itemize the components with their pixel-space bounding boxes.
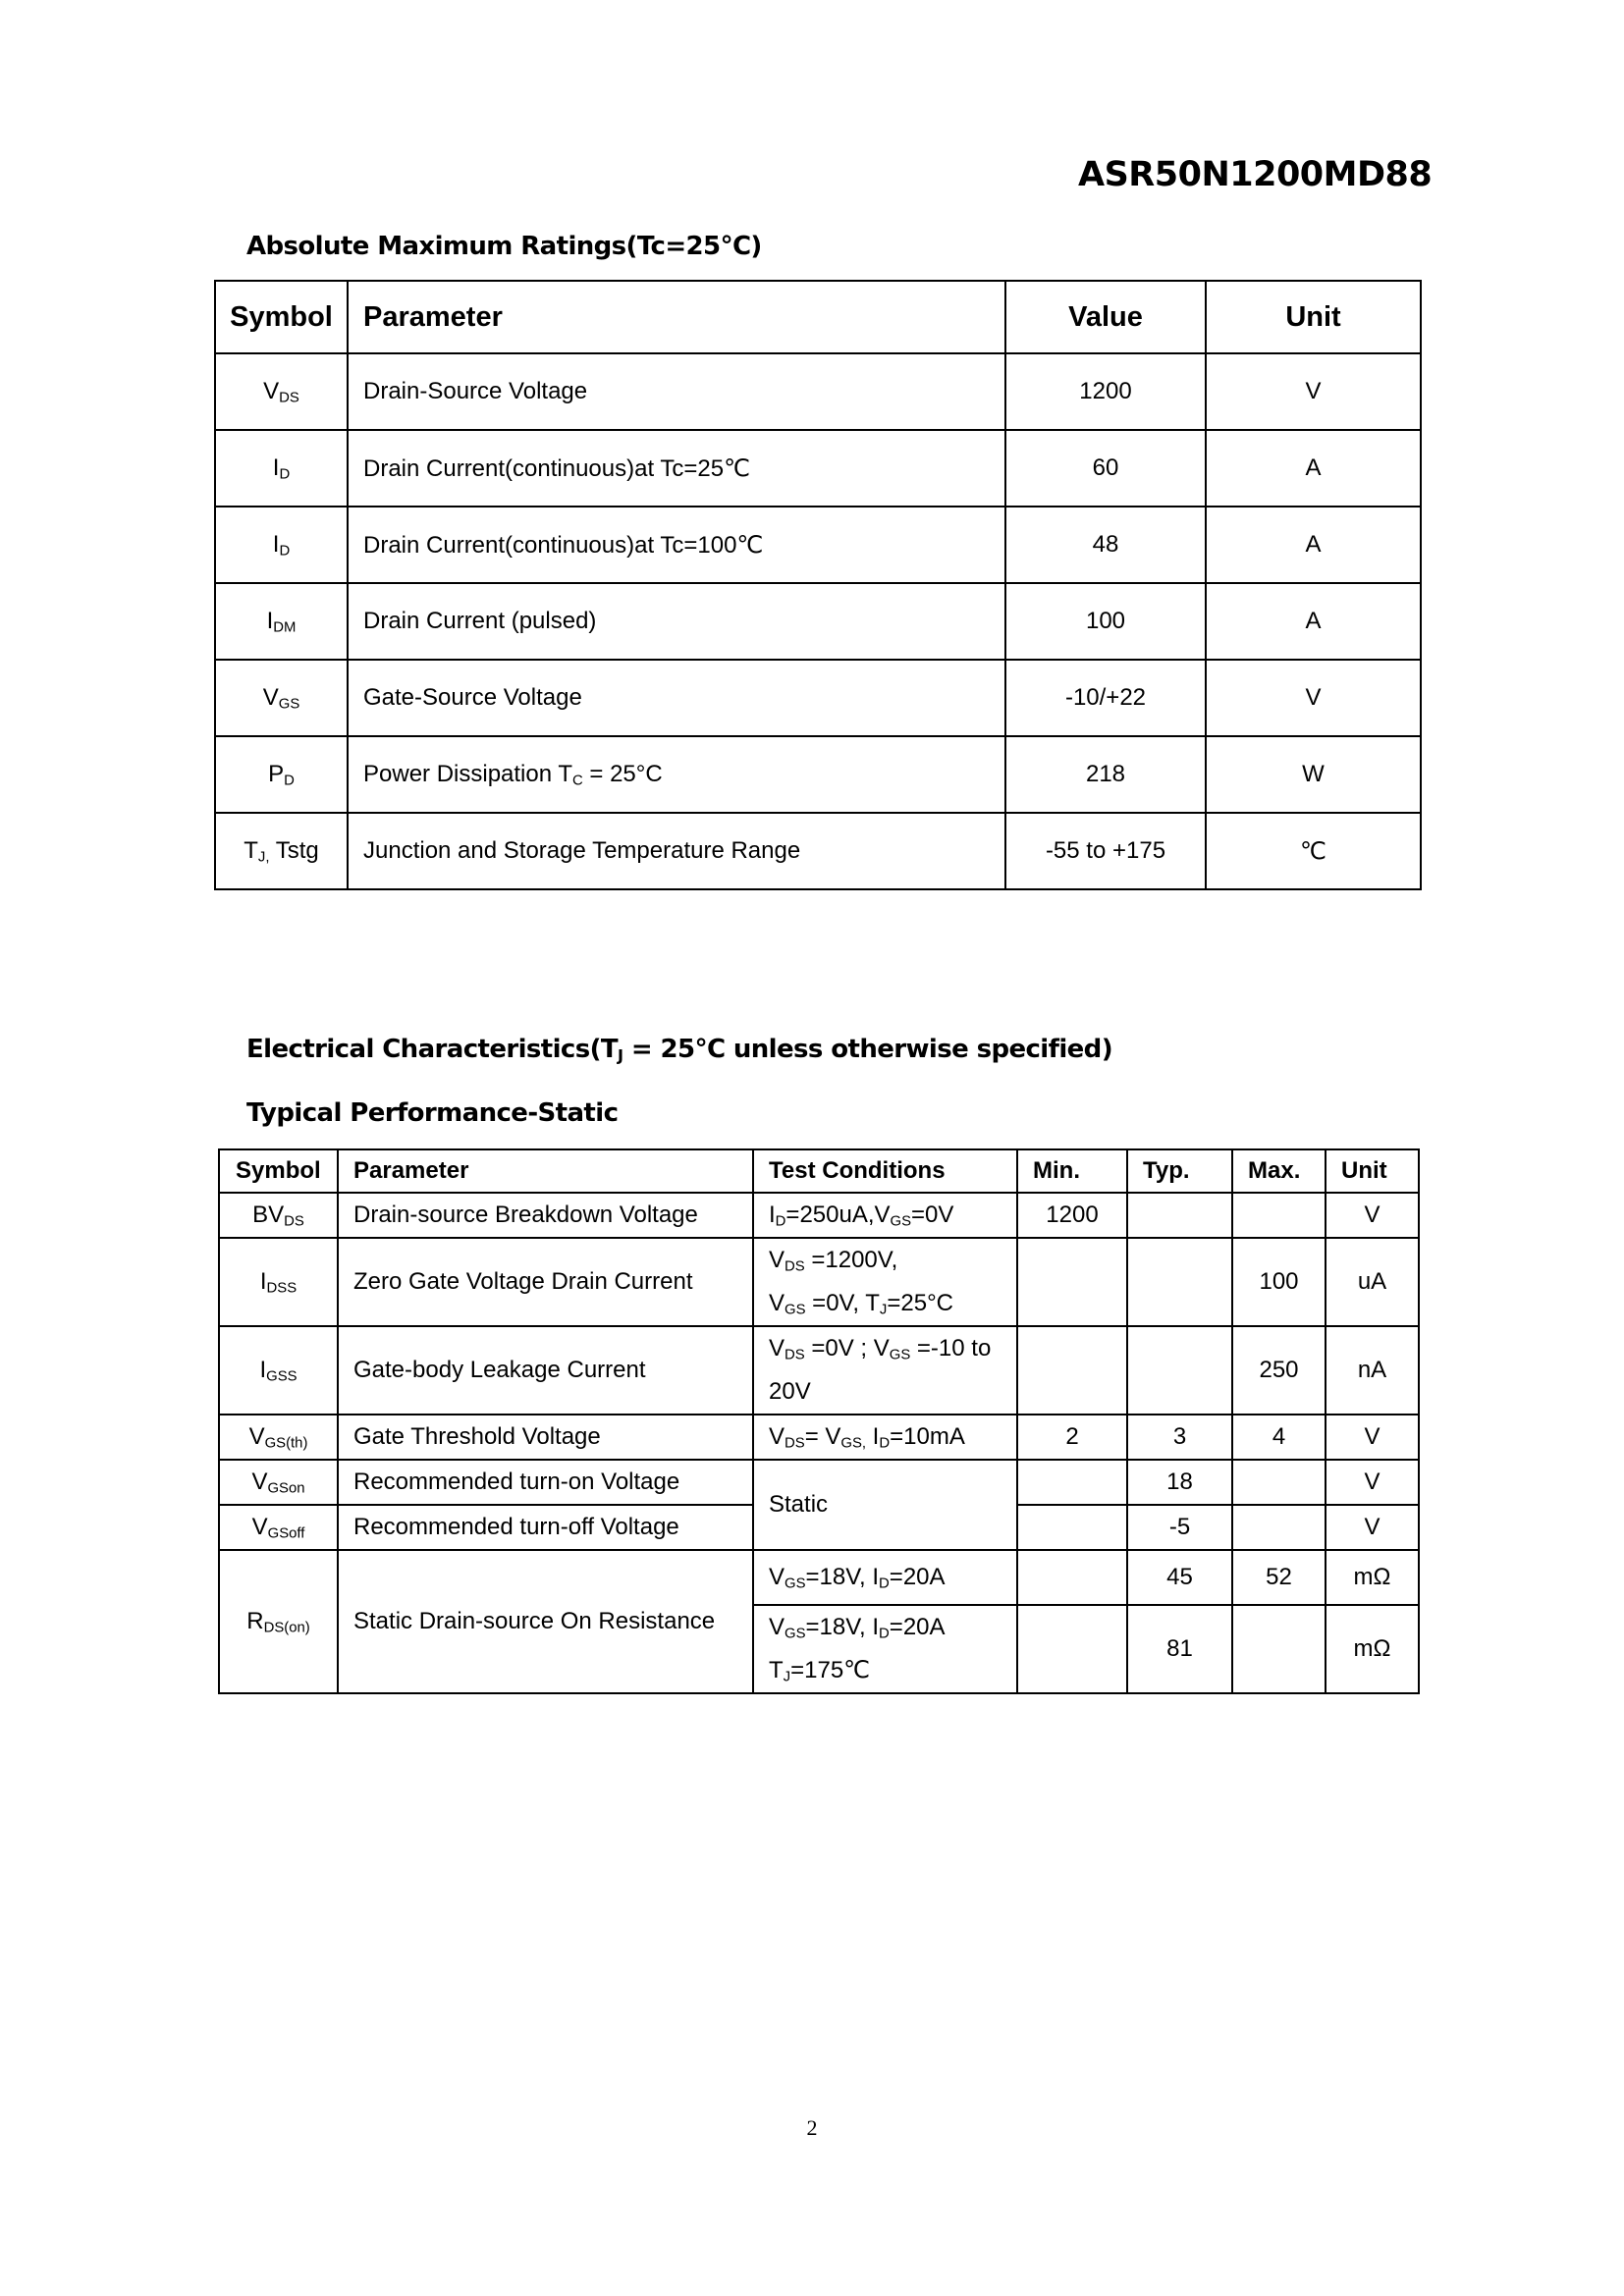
absolute-max-table	[214, 280, 1422, 890]
unit-cell: V	[1326, 1415, 1419, 1460]
max-cell: 52	[1232, 1550, 1326, 1605]
min-cell: 2	[1017, 1415, 1127, 1460]
symbol-subscript: DSS	[266, 1280, 298, 1297]
symbol-main: V	[262, 684, 279, 711]
condition-line	[769, 1649, 1016, 1692]
condition-text: =20A	[889, 1564, 946, 1590]
unit-cell: A	[1206, 583, 1421, 660]
symbol-cell	[215, 430, 348, 507]
condition-subscript: GS,	[840, 1435, 867, 1452]
typ-cell: 45	[1127, 1550, 1232, 1605]
typ-cell	[1127, 1193, 1232, 1238]
min-cell: 1200	[1017, 1193, 1127, 1238]
condition-text: V	[769, 1564, 785, 1590]
symbol-main: V	[251, 1468, 268, 1495]
value-cell: 60	[1005, 430, 1206, 507]
symbol-main: V	[248, 1423, 265, 1450]
max-cell: 4	[1232, 1415, 1326, 1460]
condition-text: =1200V,	[804, 1247, 898, 1273]
symbol-main: I	[272, 454, 280, 481]
condition-text: =0V ; V	[804, 1335, 890, 1362]
table-row	[219, 1238, 1419, 1326]
typ-cell: 3	[1127, 1415, 1232, 1460]
col-symbol-header: Symbol	[219, 1149, 338, 1193]
symbol-main: BV	[252, 1201, 285, 1228]
parameter-cell: Drain-Source Voltage	[348, 353, 1005, 430]
parameter-text: = 25°C	[582, 761, 663, 787]
parameter-cell: Zero Gate Voltage Drain Current	[338, 1238, 753, 1326]
unit-cell: mΩ	[1326, 1550, 1419, 1605]
max-cell	[1232, 1605, 1326, 1693]
condition-text: I	[866, 1423, 880, 1450]
unit-cell: W	[1206, 736, 1421, 813]
symbol-subscript: D	[279, 466, 291, 483]
symbol-subscript: DS(on)	[263, 1620, 310, 1636]
symbol-subscript: D	[284, 773, 295, 789]
unit-cell: uA	[1326, 1238, 1419, 1326]
condition-subscript: J	[783, 1669, 791, 1685]
col-symbol-header: Symbol	[215, 281, 348, 353]
parameter-cell: Static Drain-source On Resistance	[338, 1550, 753, 1693]
col-test-conditions-header: Test Conditions	[753, 1149, 1017, 1193]
typical-performance-title: Typical Performance-Static	[246, 1098, 619, 1128]
condition-text: =250uA,V	[785, 1201, 891, 1228]
condition-text: V	[769, 1290, 785, 1316]
symbol-cell	[219, 1415, 338, 1460]
title-subscript: J	[618, 1045, 623, 1065]
condition-text: =175℃	[790, 1657, 871, 1683]
condition-subscript: J	[879, 1302, 888, 1318]
unit-cell: nA	[1326, 1326, 1419, 1415]
test-conditions-cell	[753, 1550, 1017, 1605]
condition-text: V	[769, 1247, 785, 1273]
test-conditions-cell	[753, 1326, 1017, 1415]
symbol-subscript: DM	[273, 619, 297, 636]
electrical-characteristics-title	[246, 1035, 1112, 1064]
table-header-row	[215, 281, 1421, 353]
parameter-text: Power Dissipation T	[363, 761, 572, 787]
col-min-header: Min.	[1017, 1149, 1127, 1193]
table-row	[215, 430, 1421, 507]
typ-cell: 18	[1127, 1460, 1232, 1505]
parameter-cell: Recommended turn-on Voltage	[338, 1460, 753, 1505]
parameter-cell: Gate-Source Voltage	[348, 660, 1005, 736]
parameter-cell: Drain-source Breakdown Voltage	[338, 1193, 753, 1238]
table-row	[215, 353, 1421, 430]
parameter-cell	[348, 736, 1005, 813]
parameter-cell: Recommended turn-off Voltage	[338, 1505, 753, 1550]
min-cell	[1017, 1505, 1127, 1550]
symbol-suffix: Tstg	[269, 837, 319, 864]
symbol-main: I	[272, 531, 280, 558]
parameter-cell: Drain Current (pulsed)	[348, 583, 1005, 660]
symbol-main: I	[266, 608, 274, 634]
max-cell: 250	[1232, 1326, 1326, 1415]
min-cell	[1017, 1326, 1127, 1415]
test-conditions-cell	[753, 1193, 1017, 1238]
condition-text: T	[769, 1657, 784, 1683]
symbol-subscript: DS	[284, 1213, 304, 1230]
parameter-cell: Drain Current(continuous)at Tc=25℃	[348, 430, 1005, 507]
condition-subscript: D	[879, 1575, 890, 1592]
value-cell: 48	[1005, 507, 1206, 583]
symbol-main: V	[251, 1514, 268, 1540]
parameter-cell: Gate Threshold Voltage	[338, 1415, 753, 1460]
symbol-main: P	[268, 761, 285, 787]
min-cell	[1017, 1550, 1127, 1605]
symbol-cell	[219, 1238, 338, 1326]
symbol-cell	[215, 583, 348, 660]
title-text: = 25℃ unless otherwise specified)	[623, 1035, 1112, 1064]
condition-subscript: D	[879, 1435, 891, 1452]
unit-cell: V	[1326, 1460, 1419, 1505]
test-conditions-cell	[753, 1238, 1017, 1326]
table-row	[215, 813, 1421, 889]
col-parameter-header: Parameter	[348, 281, 1005, 353]
col-unit-header: Unit	[1326, 1149, 1419, 1193]
symbol-cell	[215, 353, 348, 430]
symbol-main: V	[263, 378, 280, 404]
table-header-row	[219, 1149, 1419, 1193]
condition-subscript: GS	[785, 1575, 806, 1592]
table-row	[215, 583, 1421, 660]
symbol-subscript: GSS	[266, 1368, 298, 1385]
symbol-cell	[215, 660, 348, 736]
unit-cell: ℃	[1206, 813, 1421, 889]
condition-subscript: GS	[785, 1302, 806, 1318]
value-cell: -55 to +175	[1005, 813, 1206, 889]
max-cell	[1232, 1193, 1326, 1238]
parameter-cell: Drain Current(continuous)at Tc=100℃	[348, 507, 1005, 583]
value-cell: 100	[1005, 583, 1206, 660]
electrical-characteristics-table	[218, 1148, 1420, 1694]
symbol-cell	[219, 1505, 338, 1550]
symbol-cell	[219, 1193, 338, 1238]
condition-line	[769, 1239, 1016, 1282]
parameter-cell: Junction and Storage Temperature Range	[348, 813, 1005, 889]
symbol-main: T	[244, 837, 258, 864]
condition-line: 20V	[769, 1378, 811, 1405]
typ-cell	[1127, 1238, 1232, 1326]
symbol-main: I	[259, 1357, 267, 1383]
condition-subscript: DS	[785, 1435, 805, 1452]
table-row	[215, 660, 1421, 736]
unit-cell: V	[1326, 1505, 1419, 1550]
value-cell: -10/+22	[1005, 660, 1206, 736]
page-number: 2	[806, 2115, 818, 2140]
max-cell	[1232, 1505, 1326, 1550]
test-conditions-cell: Static	[753, 1460, 1017, 1550]
unit-cell: A	[1206, 430, 1421, 507]
condition-subscript: GS	[889, 1347, 911, 1363]
condition-line	[769, 1327, 1016, 1370]
condition-text: =0V, T	[805, 1290, 880, 1316]
condition-text: =18V, I	[805, 1614, 880, 1640]
min-cell	[1017, 1238, 1127, 1326]
symbol-subscript: GS(th)	[264, 1435, 308, 1452]
symbol-cell	[219, 1460, 338, 1505]
condition-text: =0V	[911, 1201, 954, 1228]
table-row	[219, 1415, 1419, 1460]
typ-cell: 81	[1127, 1605, 1232, 1693]
col-unit-header: Unit	[1206, 281, 1421, 353]
typ-cell	[1127, 1326, 1232, 1415]
title-text: Electrical Characteristics(T	[246, 1035, 619, 1064]
condition-text: =-10 to	[910, 1335, 992, 1362]
condition-subscript: GS	[890, 1213, 912, 1230]
col-parameter-header: Parameter	[338, 1149, 753, 1193]
col-typ-header: Typ.	[1127, 1149, 1232, 1193]
condition-text: = V	[804, 1423, 841, 1450]
value-cell: 218	[1005, 736, 1206, 813]
table-row	[215, 736, 1421, 813]
symbol-subscript: GS	[278, 696, 300, 713]
table-row	[215, 507, 1421, 583]
unit-cell: A	[1206, 507, 1421, 583]
col-value-header: Value	[1005, 281, 1206, 353]
condition-subscript: DS	[785, 1258, 805, 1275]
part-number: ASR50N1200MD88	[1078, 155, 1433, 194]
symbol-main: R	[246, 1608, 264, 1634]
condition-text: =18V, I	[805, 1564, 880, 1590]
symbol-cell	[219, 1326, 338, 1415]
typ-cell: -5	[1127, 1505, 1232, 1550]
condition-text: =25°C	[887, 1290, 953, 1316]
unit-cell: V	[1206, 660, 1421, 736]
max-cell: 100	[1232, 1238, 1326, 1326]
parameter-cell: Gate-body Leakage Current	[338, 1326, 753, 1415]
symbol-subscript: DS	[279, 390, 299, 406]
symbol-subscript: GSon	[267, 1480, 305, 1497]
symbol-subscript: J,	[257, 849, 270, 866]
condition-text: V	[769, 1335, 785, 1362]
symbol-cell	[215, 813, 348, 889]
test-conditions-cell	[753, 1415, 1017, 1460]
symbol-cell	[215, 507, 348, 583]
min-cell	[1017, 1460, 1127, 1505]
col-max-header: Max.	[1232, 1149, 1326, 1193]
table-row	[219, 1460, 1419, 1505]
table-row	[219, 1550, 1419, 1605]
max-cell	[1232, 1460, 1326, 1505]
unit-cell: mΩ	[1326, 1605, 1419, 1693]
condition-line	[769, 1282, 1016, 1325]
test-conditions-cell	[753, 1605, 1017, 1693]
symbol-cell	[219, 1550, 338, 1693]
symbol-subscript: D	[279, 543, 291, 560]
symbol-main: I	[259, 1268, 267, 1295]
unit-cell: V	[1326, 1193, 1419, 1238]
table-row	[219, 1193, 1419, 1238]
condition-text: I	[769, 1201, 776, 1228]
value-cell: 1200	[1005, 353, 1206, 430]
symbol-cell	[215, 736, 348, 813]
condition-subscript: GS	[785, 1626, 806, 1642]
condition-text: =10mA	[890, 1423, 965, 1450]
parameter-subscript: C	[571, 773, 583, 789]
min-cell	[1017, 1605, 1127, 1693]
unit-cell: V	[1206, 353, 1421, 430]
condition-subscript: DS	[785, 1347, 805, 1363]
symbol-subscript: GSoff	[267, 1525, 305, 1542]
condition-subscript: D	[879, 1626, 890, 1642]
condition-subscript: D	[775, 1213, 786, 1230]
condition-text: V	[769, 1423, 785, 1450]
condition-text: =20A	[889, 1614, 946, 1640]
absolute-max-title: Absolute Maximum Ratings(Tc=25℃)	[246, 232, 762, 261]
condition-text: V	[769, 1614, 785, 1640]
table-row	[219, 1326, 1419, 1415]
condition-line	[769, 1606, 1016, 1649]
